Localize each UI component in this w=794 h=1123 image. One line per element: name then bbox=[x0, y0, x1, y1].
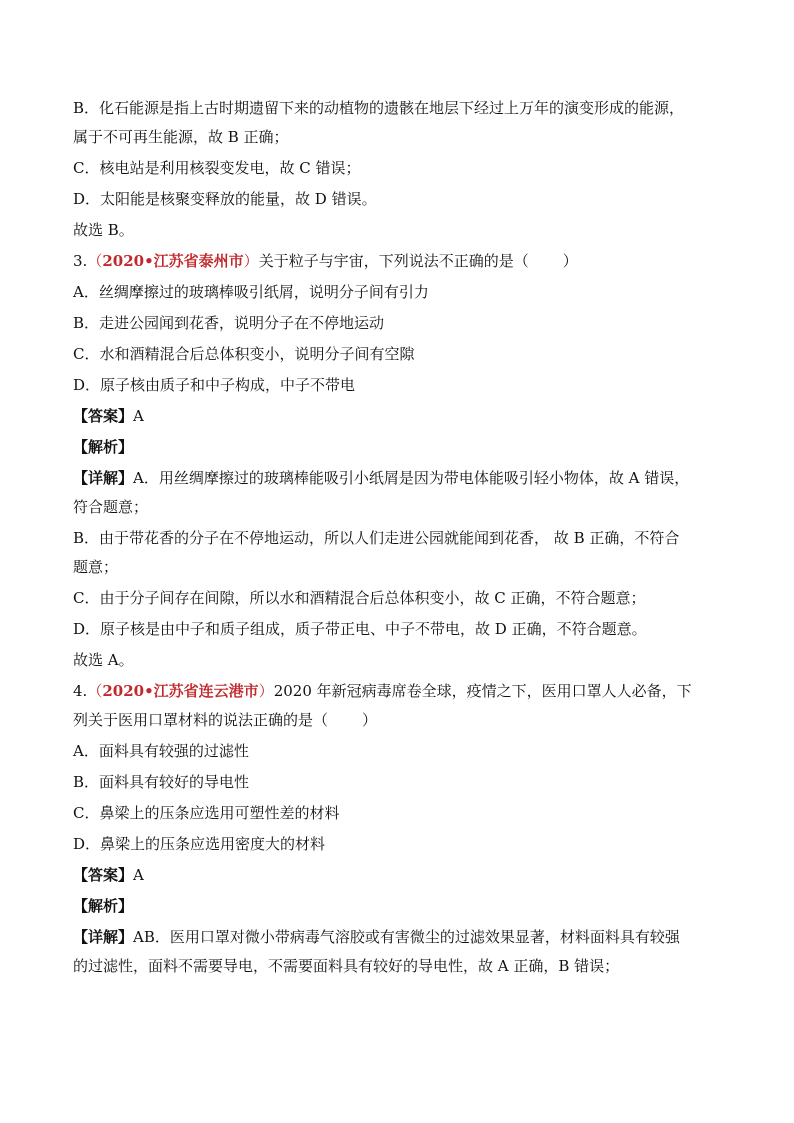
question-text: 2020 年新冠病毒席卷全球，疫情之下，医用口罩人人必备，下 bbox=[273, 682, 692, 700]
question-3-detail-b: B．由于带花香的分子在不停地运动，所以人们走进公园就能闻到花香， 故 B 正确，不符合 bbox=[73, 529, 680, 547]
question-3-option-a: A．丝绸摩擦过的玻璃棒吸引纸屑，说明分子间有引力 bbox=[73, 283, 429, 301]
question-4-option-d: D．鼻梁上的压条应选用密度大的材料 bbox=[73, 835, 326, 853]
source-open-paren: （ bbox=[87, 682, 103, 700]
question-text: 关于粒子与宇宙，下列说法不正确的是（ bbox=[258, 252, 529, 270]
answer-label: 【答案】 bbox=[73, 407, 134, 425]
question-text-end: ） bbox=[562, 252, 578, 270]
question-3-answer bbox=[73, 406, 725, 426]
question-source: 2020•江苏省连云港市 bbox=[102, 682, 259, 700]
detail-label: 【详解】 bbox=[73, 928, 134, 946]
question-4-option-c: C．鼻梁上的压条应选用可塑性差的材料 bbox=[73, 804, 340, 822]
source-close-paren: ） bbox=[243, 252, 259, 270]
question-3-detail-b-cont: 题意； bbox=[73, 558, 119, 576]
source-open-paren: （ bbox=[87, 252, 103, 270]
question-4-stem-cont bbox=[73, 710, 725, 730]
answer-value: A bbox=[133, 407, 144, 425]
question-3-detail-cont: 符合题意； bbox=[73, 498, 149, 516]
question-3-option-b: B．走进公园闻到花香，说明分子在不停地运动 bbox=[73, 314, 385, 332]
option-c-explanation: C．核电站是利用核裂变发电，故 C 错误； bbox=[73, 159, 361, 177]
question-4-detail-cont: 的过滤性，面料不需要导电，不需要面料具有较好的导电性，故 A 正确，B 错误； bbox=[73, 957, 620, 975]
question-4-option-b: B．面料具有较好的导电性 bbox=[73, 773, 250, 791]
question-3-option-d: D．原子核由质子和中子构成，中子不带电 bbox=[73, 376, 356, 394]
question-3-option-c: C．水和酒精混合后总体积变小，说明分子间有空隙 bbox=[73, 345, 415, 363]
question-4-detail bbox=[73, 927, 725, 947]
question-3-analysis-label: 【解析】 bbox=[73, 438, 134, 456]
question-4-analysis-label: 【解析】 bbox=[73, 897, 134, 915]
question-4-answer bbox=[73, 865, 725, 885]
question-4-option-a: A．面料具有较强的过滤性 bbox=[73, 742, 249, 760]
answer-label: 【答案】 bbox=[73, 866, 134, 884]
question-number: 4. bbox=[73, 682, 88, 700]
question-number: 3. bbox=[73, 252, 88, 270]
question-3-detail-d: D．原子核是由中子和质子组成，质子带正电、中子不带电，故 D 正确，不符合题意。 bbox=[73, 620, 647, 638]
option-d-explanation: D．太阳能是核聚变释放的能量，故 D 错误。 bbox=[73, 190, 377, 208]
question-4-stem bbox=[73, 681, 725, 701]
question-3-stem bbox=[73, 251, 725, 271]
option-b-explanation-cont: 属于不可再生能源，故 B 正确； bbox=[73, 128, 289, 146]
detail-label: 【详解】 bbox=[73, 469, 134, 487]
answer-value: A bbox=[133, 866, 144, 884]
detail-text: AB．医用口罩对微小带病毒气溶胶或有害微尘的过滤效果显著，材料面料具有较强 bbox=[133, 928, 680, 946]
question-3-detail-c: C．由于分子间存在间隙，所以水和酒精混合后总体积变小，故 C 正确，不符合题意； bbox=[73, 589, 646, 607]
question-text: 列关于医用口罩材料的说法正确的是（ bbox=[73, 711, 329, 729]
source-close-paren: ） bbox=[258, 682, 274, 700]
question-3-detail bbox=[73, 468, 725, 488]
conclusion: 故选 B。 bbox=[73, 221, 134, 239]
question-3-conclusion: 故选 A。 bbox=[73, 651, 134, 669]
option-b-explanation: B．化石能源是指上古时期遗留下来的动植物的遗骸在地层下经过上万年的演变形成的能源， bbox=[73, 99, 685, 117]
detail-text: A．用丝绸摩擦过的玻璃棒能吸引小纸屑是因为带电体能吸引轻小物体，故 A 错误， bbox=[133, 469, 690, 487]
document-content bbox=[73, 98, 725, 987]
question-text-end: ） bbox=[362, 711, 378, 729]
question-source: 2020•江苏省泰州市 bbox=[102, 252, 244, 270]
